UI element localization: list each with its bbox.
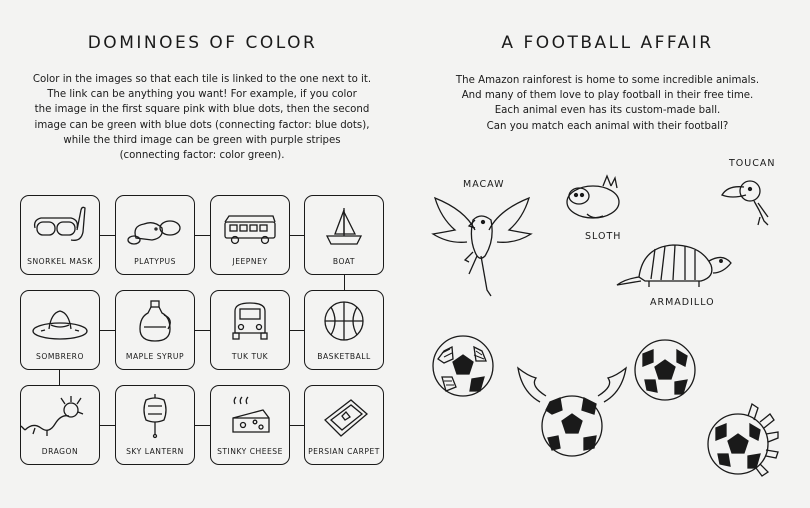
intro-line: while the third image can be green with purple stripes bbox=[63, 134, 341, 146]
spiked-football-icon bbox=[700, 400, 780, 480]
intro-text-right bbox=[435, 73, 780, 134]
intro-line: Can you match each animal with their football? bbox=[486, 120, 729, 132]
dragon-icon bbox=[13, 392, 87, 440]
tile-label: PERSIAN CARPET bbox=[308, 447, 380, 456]
tile-label: BOAT bbox=[332, 257, 356, 266]
page-title-right: A FOOTBALL AFFAIR bbox=[501, 33, 714, 53]
tile-maple-syrup bbox=[115, 290, 195, 370]
snorkel-mask-icon bbox=[31, 202, 89, 250]
macaw-label: MACAW bbox=[463, 179, 505, 190]
intro-line: The Amazon rainforest is home to some incredible animals. bbox=[455, 75, 760, 86]
tile-basketball bbox=[304, 290, 384, 370]
connector bbox=[100, 235, 115, 236]
tile-snorkel-mask bbox=[20, 195, 100, 275]
intro-line: Each animal even has its custom-made ball. bbox=[494, 105, 721, 117]
tile-label: SOMBRERO bbox=[36, 352, 84, 361]
tile-label: PLATYPUS bbox=[134, 257, 176, 266]
sombrero-icon bbox=[31, 297, 89, 345]
right-page bbox=[405, 0, 810, 508]
connector bbox=[344, 275, 345, 291]
tile-label: SKY LANTERN bbox=[126, 447, 184, 456]
connector bbox=[100, 330, 115, 331]
intro-line: the image in the first square pink with blue dots, then the second bbox=[34, 104, 370, 116]
tile-tuk-tuk bbox=[210, 290, 290, 370]
tuk-tuk-icon bbox=[221, 297, 279, 345]
plain-football-icon bbox=[633, 338, 697, 402]
connector bbox=[195, 330, 210, 331]
patterned-football-icon bbox=[430, 333, 496, 399]
macaw-icon bbox=[425, 190, 535, 302]
tile-dragon bbox=[20, 385, 100, 465]
connector bbox=[290, 425, 304, 426]
armadillo-icon bbox=[615, 233, 735, 291]
tile-label: STINKY CHEESE bbox=[217, 447, 283, 456]
tile-label: MAPLE SYRUP bbox=[125, 352, 185, 361]
platypus-icon bbox=[126, 202, 184, 250]
tile-sombrero bbox=[20, 290, 100, 370]
connector bbox=[290, 235, 304, 236]
armadillo-label: ARMADILLO bbox=[650, 297, 715, 308]
tile-label: BASKETBALL bbox=[317, 352, 371, 361]
sloth-icon bbox=[563, 172, 627, 228]
tile-label: SNORKEL MASK bbox=[27, 257, 93, 266]
connector bbox=[195, 235, 210, 236]
stinky-cheese-icon bbox=[221, 392, 279, 440]
intro-line: The link can be anything you want! For example, if you color bbox=[47, 89, 357, 101]
tile-label: DRAGON bbox=[41, 447, 79, 456]
tile-persian-carpet bbox=[304, 385, 384, 465]
jeepney-icon bbox=[221, 202, 279, 250]
sloth-label: SLOTH bbox=[585, 231, 622, 242]
intro-line: image can be green with blue dots (connecting factor: blue dots), bbox=[34, 119, 370, 131]
connector bbox=[290, 330, 304, 331]
basketball-icon bbox=[315, 297, 373, 345]
intro-line: Color in the images so that each tile is linked to the one next to it. bbox=[32, 74, 372, 85]
connector bbox=[100, 425, 115, 426]
connector bbox=[59, 370, 60, 386]
tile-label: TUK TUK bbox=[231, 352, 269, 361]
tile-stinky-cheese bbox=[210, 385, 290, 465]
connector bbox=[195, 425, 210, 426]
tile-label: JEEPNEY bbox=[232, 257, 268, 266]
winged-football-icon bbox=[512, 362, 632, 458]
intro-line: (connecting factor: color green). bbox=[119, 150, 285, 162]
tile-jeepney bbox=[210, 195, 290, 275]
toucan-icon bbox=[718, 173, 778, 229]
sky-lantern-icon bbox=[126, 392, 184, 440]
toucan-label: TOUCAN bbox=[729, 158, 776, 169]
maple-syrup-icon bbox=[126, 297, 184, 345]
tile-sky-lantern bbox=[115, 385, 195, 465]
persian-carpet-icon bbox=[315, 392, 373, 440]
page-title-left: DOMINOES OF COLOR bbox=[87, 33, 318, 53]
tile-platypus bbox=[115, 195, 195, 275]
intro-line: And many of them love to play football in their free time. bbox=[461, 90, 754, 102]
tile-boat bbox=[304, 195, 384, 275]
boat-icon bbox=[315, 202, 373, 250]
